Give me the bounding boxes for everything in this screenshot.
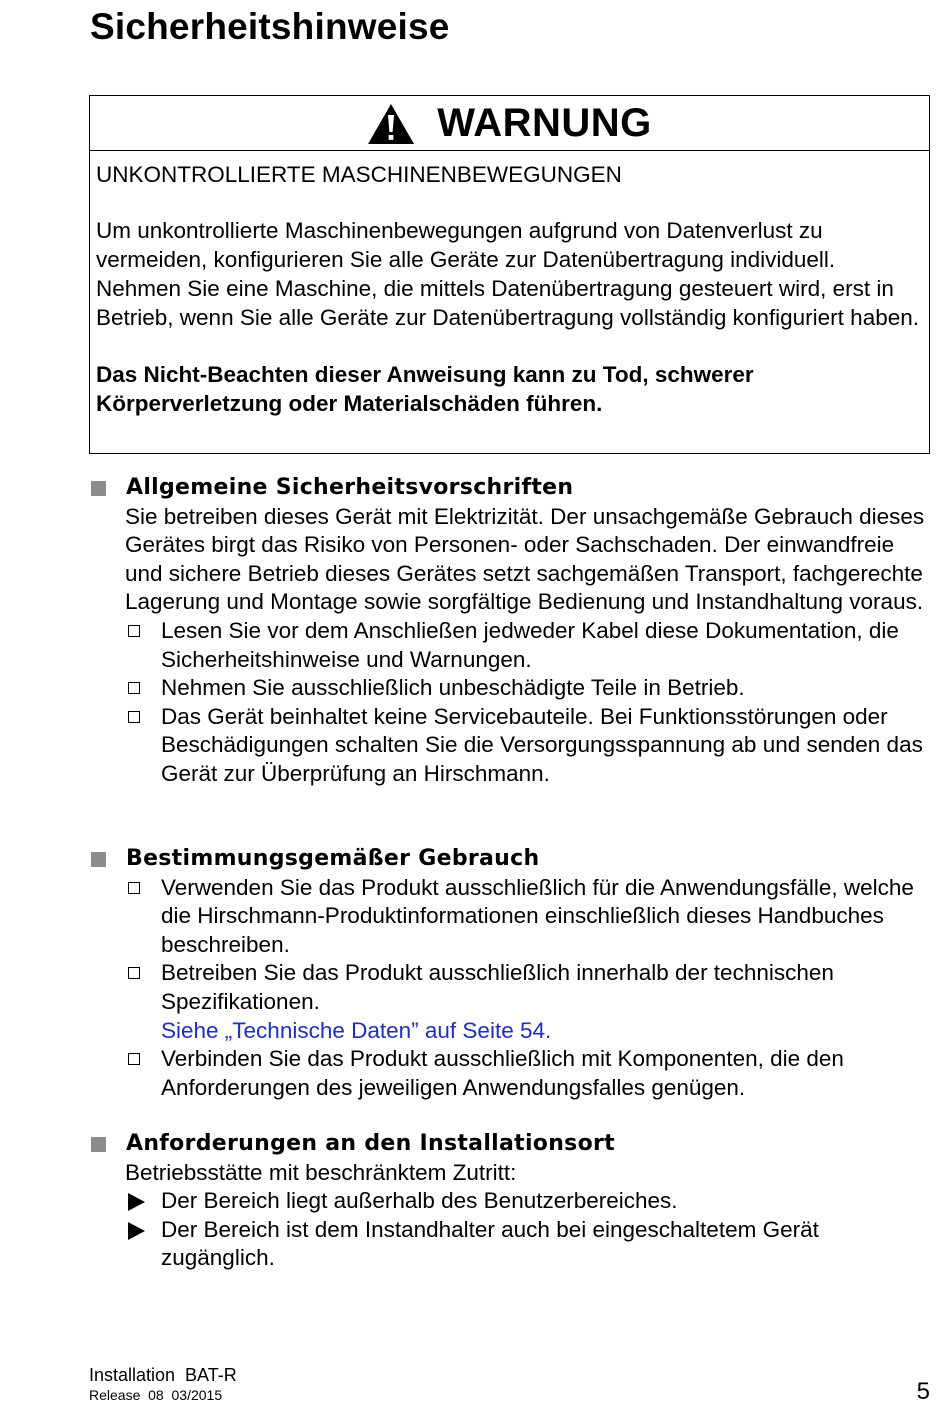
section-heading [90,474,935,503]
list-item-text: Verwenden Sie das Produkt ausschließlich für die Anwendungsfälle, welche die Hirschmann-Produktinformationen einschließlich dieses Handbuches beschreiben. [161,874,914,957]
list-item [125,703,935,789]
list-item-text: Verbinden Sie das Produkt ausschließlich mit Komponenten, die den Anforderungen des jeweiligen Anwendungsfalles genügen. [161,1046,844,1100]
section-title: Bestimmungsgemäßer Gebrauch [126,846,540,871]
list-item-text: Das Gerät beinhaltet keine Servicebauteile. Bei Funktionsstörungen oder Beschädigungen schalten Sie die Versorgungsspannung ab und senden das Gerät zur Überprüfung an Hirschmann. [161,703,923,786]
warning-header [90,96,929,151]
footer-doc-title: Installation BAT-R [89,1365,237,1385]
section-intended-use [90,845,935,1102]
page-title: Sicherheitshinweise [90,6,450,47]
list-item-text: Der Bereich ist dem Instandhalter auch bei eingeschaltetem Gerät zugänglich. [161,1216,819,1271]
square-bullet-icon [91,852,106,867]
section-intro: Betriebsstätte mit beschränktem Zutritt: [125,1159,517,1185]
list-item-text: Lesen Sie vor dem Anschließen jedweder Kabel diese Dokumentation, die Sicherheitshinweise und Warnungen. [161,617,899,672]
checkbox-bullet-icon [128,967,140,979]
list-item [125,617,935,674]
warning-text: Um unkontrollierte Maschinenbewegungen aufgrund von Datenverlust zu vermeiden, konfigurieren Sie alle Geräte zur Datenübertragung individuell. Nehmen Sie eine Maschine, die mittels Datenübertragung gesteuert wird, erst in Betrieb, wenn Sie alle Geräte zur Datenübertragung vollständig konfiguriert haben. [96,218,919,330]
arrow-bullet-icon [128,1193,145,1211]
section-general-safety [90,474,935,789]
checkbox-bullet-icon [128,711,140,723]
section-title: Allgemeine Sicherheitsvorschriften [126,475,574,500]
list-item [125,1045,935,1102]
checkbox-bullet-icon [128,625,140,637]
section-heading [90,1130,935,1159]
warning-triangle-icon [367,103,415,145]
section-heading [90,845,935,874]
list-item-text: Betreiben Sie das Produkt ausschließlich innerhalb der technischen Spezifikationen. [161,960,834,1014]
section-title: Anforderungen an den Installationsort [126,1131,615,1156]
list-item-text: Der Bereich liegt außerhalb des Benutzerbereiches. [161,1188,678,1214]
list-item-text: Nehmen Sie ausschließlich unbeschädigte Teile in Betrieb. [161,675,745,701]
footer-release: Release 08 03/2015 [89,1387,223,1403]
checkbox-bullet-icon [128,1053,140,1065]
list-item [125,1216,935,1273]
checkbox-bullet-icon [128,882,140,894]
warning-subtitle: UNKONTROLLIERTE MASCHINENBEWEGUNGEN [96,162,622,187]
section-intro: Sie betreiben dieses Gerät mit Elektrizität. Der unsachgemäße Gebrauch dieses Gerätes birgt das Risiko von Personen- oder Sachschaden. Der einwandfreie und sichere Betrieb dieses Gerätes setzt sachgemäßen Transport, fachgerechte Lagerung und Montage sowie sorgfältige Bedienung und Instandhaltung voraus. [125,503,925,615]
list-item [125,874,935,960]
list-item [125,674,935,703]
technical-data-link[interactable]: Siehe „Technische Daten” auf Seite 54. [161,1017,552,1043]
square-bullet-icon [91,1137,106,1152]
square-bullet-icon [91,481,106,496]
warning-title: WARNUNG [437,100,652,145]
page-number: 5 [916,1378,930,1405]
section-installation-site [90,1130,935,1273]
footer [89,1365,237,1403]
list-item [125,959,935,1045]
checkbox-bullet-icon [128,682,140,694]
list-item [125,1187,935,1216]
arrow-bullet-icon [128,1222,145,1240]
warning-box [89,95,930,454]
warning-consequence: Das Nicht-Beachten dieser Anweisung kann zu Tod, schwerer Körperverletzung oder Materialschäden führen. [96,362,754,416]
warning-body [90,151,929,418]
